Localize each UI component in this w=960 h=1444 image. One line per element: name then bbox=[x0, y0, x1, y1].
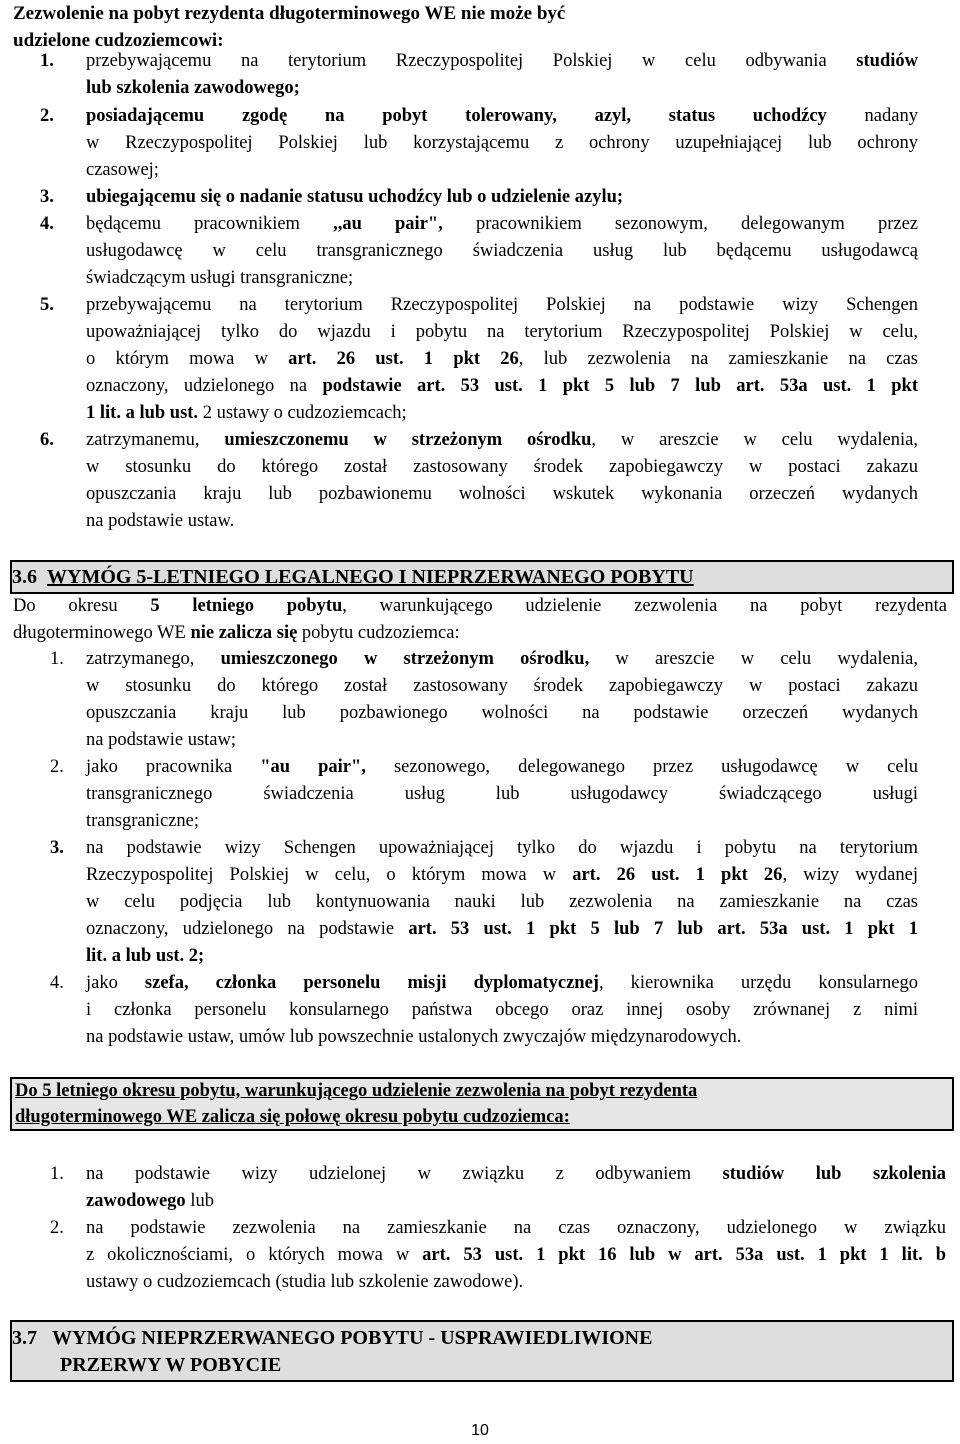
item-line: transgraniczne; bbox=[86, 811, 199, 831]
list-item bbox=[4, 1215, 946, 1296]
item-line: przebywającemu na terytorium Rzeczypospolitej Polskiej na podstawie wizy Schengen bbox=[86, 295, 918, 315]
list-item bbox=[4, 184, 918, 211]
list-item bbox=[4, 48, 918, 102]
item-line: na podstawie wizy Schengen upoważniającej tylko do wjazdu i pobytu na terytorium bbox=[86, 838, 918, 858]
item-number: 3. bbox=[40, 187, 54, 207]
item-number: 2. bbox=[50, 757, 64, 777]
list-item bbox=[4, 427, 918, 535]
list-item bbox=[4, 835, 918, 970]
section-heading bbox=[12, 564, 694, 591]
item-number: 3. bbox=[50, 838, 64, 858]
item-number: 4. bbox=[50, 973, 64, 993]
list-item bbox=[4, 103, 918, 184]
item-line: zawodowego lub bbox=[86, 1191, 214, 1211]
item-line: zatrzymanego, umieszczonego w strzeżonym ośrodku, w areszcie w celu wydalenia, bbox=[86, 649, 918, 669]
item-line: w stosunku do którego został zastosowany środek zapobiegawczy w postaci zakazu bbox=[86, 676, 918, 696]
item-line: upoważniającej tylko do wjazdu i pobytu na terytorium Rzeczypospolitej Polskiej w celu, bbox=[86, 322, 918, 342]
item-line: przebywającemu na terytorium Rzeczypospolitej Polskiej w celu odbywania studiów bbox=[86, 51, 918, 71]
list-item bbox=[4, 211, 918, 292]
item-line: lit. a lub ust. 2; bbox=[86, 946, 205, 966]
item-line: zatrzymanemu, umieszczonemu w strzeżonym ośrodku, w areszcie w celu wydalenia, bbox=[86, 430, 918, 450]
item-line: na podstawie wizy udzielonej w związku z odbywaniem studiów lub szkolenia bbox=[86, 1164, 946, 1184]
item-number: 6. bbox=[40, 430, 54, 450]
section-3-6-list bbox=[4, 646, 918, 1051]
half-rule-box bbox=[10, 1077, 954, 1131]
page-number: 10 bbox=[471, 1422, 489, 1439]
section-title: PRZERWY W POBYCIE bbox=[60, 1354, 282, 1376]
intro-list bbox=[4, 48, 918, 535]
item-line: opuszczania kraju lub pozbawionego wolności na podstawie orzeczeń wydanych bbox=[86, 703, 918, 723]
item-line: oznaczony, udzielonego na podstawie art. 53 ust. 1 pkt 5 lub 7 lub art. 53a ust. 1 pkt bbox=[86, 376, 918, 396]
item-line: ubiegającemu się o nadanie statusu uchodźcy lub o udzielenie azylu; bbox=[86, 187, 624, 207]
paragraph-line: Do okresu 5 letniego pobytu, warunkującego udzielenie zezwolenia na pobyt rezydenta bbox=[13, 596, 947, 616]
item-line: Rzeczypospolitej Polskiej w celu, o którym mowa w art. 26 ust. 1 pkt 26, wizy wydanej bbox=[86, 865, 918, 885]
item-line: czasowej; bbox=[86, 160, 159, 180]
item-number: 4. bbox=[40, 214, 54, 234]
list-item bbox=[4, 1161, 946, 1215]
section-number: 3.6 bbox=[12, 566, 37, 588]
item-line: usługodawcę w celu transgranicznego świadczenia usług lub będącemu usługodawcą bbox=[86, 241, 918, 261]
item-line: na podstawie ustaw. bbox=[86, 511, 235, 531]
item-line: lub szkolenia zawodowego; bbox=[86, 78, 300, 98]
item-line: z okolicznościami, o których mowa w art. 53 ust. 1 pkt 16 lub w art. 53a ust. 1 pkt 1 lit. b bbox=[86, 1245, 946, 1265]
half-rule-title-line: Do 5 letniego okresu pobytu, warunkującego udzielenie zezwolenia na pobyt rezydenta bbox=[15, 1081, 698, 1101]
intro-title-line: Zezwolenie na pobyt rezydenta długoterminowego WE nie może być bbox=[13, 3, 566, 24]
half-rule-title-line: długoterminowego WE zalicza się połowę okresu pobytu cudzoziemca: bbox=[15, 1107, 570, 1127]
list-item bbox=[4, 970, 918, 1051]
item-line: w celu podjęcia lub kontynuowania nauki lub zezwolenia na zamieszkanie na czas bbox=[86, 892, 918, 912]
list-item bbox=[4, 754, 918, 835]
section-3-6-body bbox=[13, 593, 947, 647]
list-item bbox=[4, 292, 918, 427]
item-line: 1 lit. a lub ust. 2 ustawy o cudzoziemcach; bbox=[86, 403, 407, 423]
section-heading bbox=[12, 1325, 652, 1379]
item-number: 2. bbox=[40, 106, 54, 126]
item-line: jako pracownika "au pair", sezonowego, delegowanego przez usługodawcę w celu bbox=[86, 757, 918, 777]
item-line: o którym mowa w art. 26 ust. 1 pkt 26, lub zezwolenia na zamieszkanie na czas bbox=[86, 349, 918, 369]
section-number: 3.7 bbox=[12, 1327, 37, 1349]
intro-title bbox=[13, 0, 713, 54]
section-heading-box bbox=[10, 560, 954, 594]
item-line: opuszczania kraju lub pozbawionemu wolności wskutek wykonania orzeczeń wydanych bbox=[86, 484, 918, 504]
item-number: 5. bbox=[40, 295, 54, 315]
section-title: WYMÓG 5-LETNIEGO LEGALNEGO I NIEPRZERWANEGO POBYTU bbox=[47, 566, 694, 588]
item-line: na podstawie zezwolenia na zamieszkanie na czas oznaczony, udzielonego w związku bbox=[86, 1218, 946, 1238]
item-number: 1. bbox=[50, 1164, 64, 1184]
item-line: świadczącym usługi transgraniczne; bbox=[86, 268, 354, 288]
paragraph-line: długoterminowego WE nie zalicza się pobytu cudzoziemca: bbox=[13, 623, 460, 643]
item-line: jako szefa, członka personelu misji dyplomatycznej, kierownika urzędu konsularnego bbox=[86, 973, 918, 993]
item-number: 1. bbox=[50, 649, 64, 669]
item-number: 2. bbox=[50, 1218, 64, 1238]
item-line: w stosunku do którego został zastosowany środek zapobiegawczy w postaci zakazu bbox=[86, 457, 918, 477]
item-line: w Rzeczypospolitej Polskiej lub korzystającemu z ochrony uzupełniającej lub ochrony bbox=[86, 133, 918, 153]
item-line: na podstawie ustaw; bbox=[86, 730, 237, 750]
item-line: i członka personelu konsularnego państwa obcego oraz innej osoby zrównanej z nimi bbox=[86, 1000, 918, 1020]
item-line: oznaczony, udzielonego na podstawie art. 53 ust. 1 pkt 5 lub 7 lub art. 53a ust. 1 pkt 1 bbox=[86, 919, 919, 939]
item-line: na podstawie ustaw, umów lub powszechnie ustalonych zwyczajów międzynarodowych. bbox=[86, 1027, 742, 1047]
section-title: WYMÓG NIEPRZERWANEGO POBYTU - USPRAWIEDLIWIONE bbox=[52, 1327, 653, 1349]
item-line: posiadającemu zgodę na pobyt tolerowany, azyl, status uchodźcy nadany bbox=[86, 106, 918, 126]
item-number: 1. bbox=[40, 51, 54, 71]
intro-title-line: udzielone cudzoziemcowi: bbox=[13, 30, 224, 51]
list-item bbox=[4, 646, 918, 754]
item-line: będącemu pracownikiem ,,au pair", pracownikiem sezonowym, delegowanym przez bbox=[86, 214, 919, 234]
half-rule-list bbox=[4, 1161, 946, 1296]
section-heading-box bbox=[10, 1320, 954, 1382]
item-line: ustawy o cudzoziemcach (studia lub szkolenie zawodowe). bbox=[86, 1272, 524, 1292]
item-line: transgranicznego świadczenia usług lub usługodawcy świadczącego usługi bbox=[86, 784, 918, 804]
